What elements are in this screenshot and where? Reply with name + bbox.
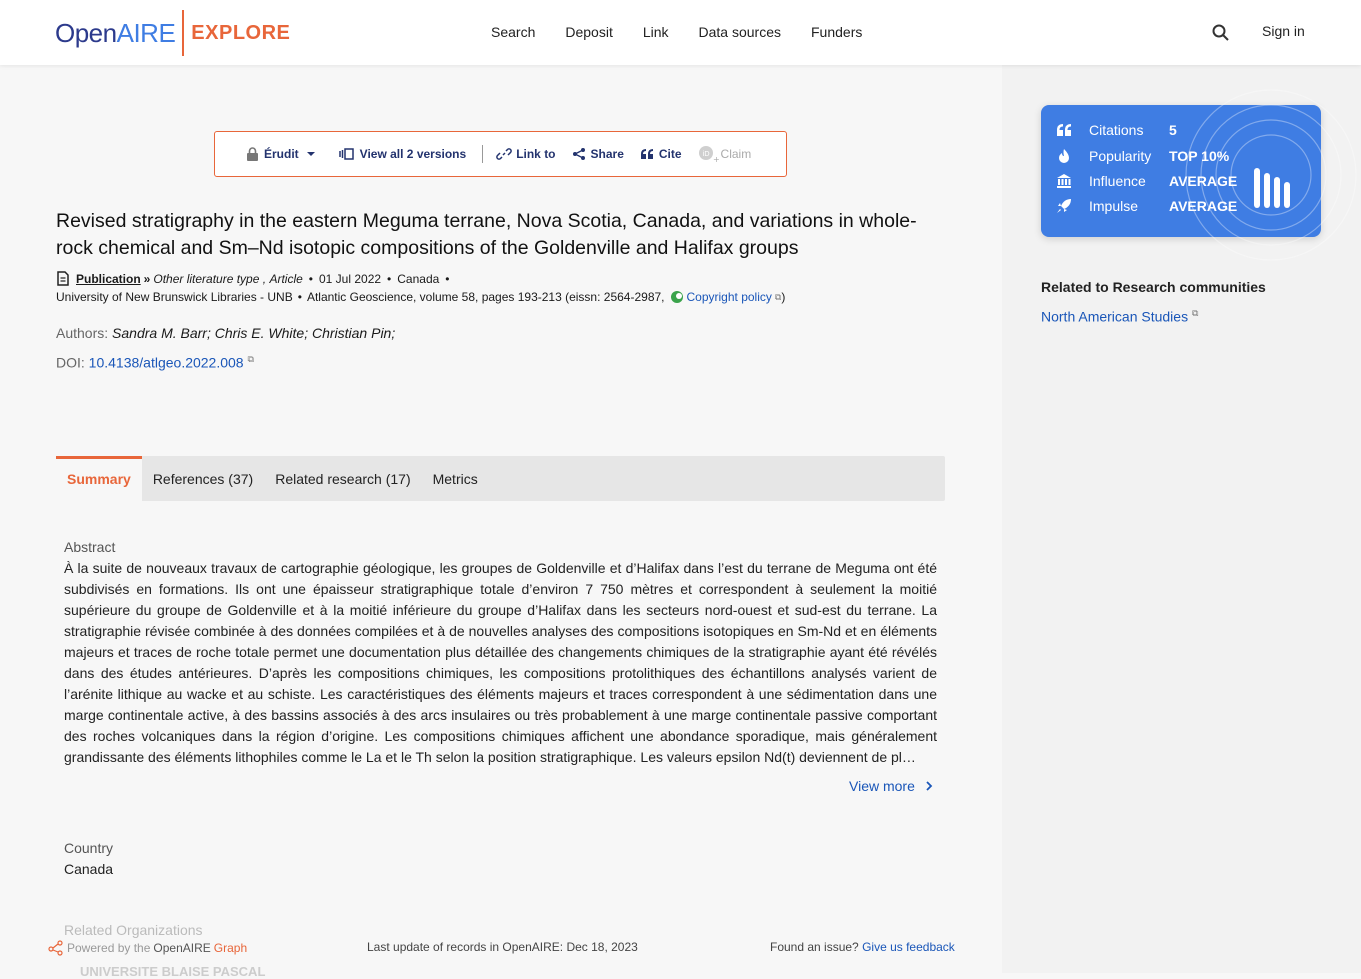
metric-row-influence — [1056, 173, 1238, 189]
related-communities-title: Related to Research communities — [1041, 279, 1266, 295]
logo-explore-text: EXPLORE — [191, 21, 291, 44]
country-value: Canada — [64, 861, 114, 877]
sherpa-romeo-icon — [669, 290, 685, 304]
journal-info: Atlantic Geoscience, volume 58, pages 193-213 (eissn: 2564-2987, — [306, 290, 665, 304]
publication-type-link[interactable]: Publication — [76, 271, 141, 286]
document-icon — [56, 271, 70, 286]
metric-value: 5 — [1169, 122, 1177, 138]
tab-related-research[interactable]: Related research (17) — [275, 471, 411, 487]
share-icon — [572, 147, 586, 161]
claim-button[interactable] — [698, 145, 752, 163]
metric-value: AVERAGE — [1169, 173, 1238, 189]
svg-text:+: + — [712, 155, 720, 164]
logo-divider — [182, 10, 184, 56]
main-content — [0, 65, 1002, 973]
doi-link[interactable]: 10.4138/atlgeo.2022.008 — [88, 354, 244, 371]
metric-row-citations — [1056, 122, 1177, 138]
top-header — [0, 0, 1361, 65]
search-icon[interactable] — [1211, 23, 1231, 43]
powered-by[interactable] — [48, 940, 247, 956]
tab-summary[interactable]: Summary — [56, 456, 142, 501]
feedback-line — [770, 940, 955, 954]
institution-icon — [1056, 173, 1072, 189]
metric-label: Impulse — [1089, 198, 1139, 214]
powered-org: OpenAIRE — [153, 941, 211, 955]
orcid-icon — [698, 145, 720, 164]
share-label: Share — [590, 147, 624, 161]
issue-text: Found an issue? — [770, 940, 859, 954]
action-separator — [482, 145, 483, 163]
metric-label: Citations — [1089, 122, 1144, 138]
bip-metrics-card[interactable] — [1041, 105, 1321, 237]
record-subtype-2: Article — [269, 271, 303, 286]
tab-references[interactable]: References (37) — [152, 471, 254, 487]
nav-search[interactable]: Search — [491, 24, 536, 40]
rocket-icon — [1056, 198, 1072, 214]
metric-row-popularity — [1056, 148, 1230, 164]
external-link-icon: ⧉ — [774, 291, 782, 302]
main-nav — [491, 24, 892, 40]
last-update-text: Last update of records in OpenAIRE: Dec 18, 2023 — [367, 940, 638, 954]
record-tabs — [56, 456, 945, 501]
record-country-meta: Canada — [397, 271, 440, 286]
share-button[interactable] — [572, 147, 624, 161]
logo-open-text: Open — [55, 17, 117, 48]
record-date: 01 Jul 2022 — [318, 271, 382, 286]
logo-aire-text: AIRE — [116, 17, 176, 48]
feedback-link[interactable]: Give us feedback — [862, 940, 955, 954]
quote-icon — [640, 148, 654, 160]
doi-line — [56, 354, 254, 371]
external-link-icon: ⧉ — [1191, 308, 1199, 318]
powered-graph: Graph — [213, 941, 248, 955]
related-community-label: North American Studies — [1041, 308, 1189, 325]
metrics-card-decoration — [1041, 105, 1321, 237]
publisher: University of New Brunswick Libraries - UNB — [56, 290, 293, 304]
abstract-text: À la suite de nouveaux travaux de cartographie géologique, les groupes de Goldenville et d’Halifax dans l’est du terrane de Meguma ont été subdivisés en formations. Ils ont une épaisseur stratigraphique totale d’environ 7 750 mètres et correspondent à seulement la moitié supérieure du groupe de Goldenville et à la moitié inférieure du groupe d’Halifax dans les secteurs nord-ouest et sud-est du terrane. La stratigraphie révisée combinée à des données compilées et à de nouvelles analyses des compositions isotopiques en Sm-Nd et en éléments majeurs et traces de roche totale permet une documentation plus détaillée des changements chimiques de la stratigraphie ayant été révélés dans des études antérieures. D’après les compositions chimiques, les compositions protolithiques des échantillons analysés varient de l’arénite lithique au wacke et au schiste. Les caractéristiques des éléments majeurs et traces correspondent à une sédimentation dans une marge continentale active, à des bassins associés à des arcs insulaires ou très probablement à une marge continentale passive comportant des roches volcaniques dans la région d’origine. Les compositions chimiques affichent une abondance sporadique, mais généralement grandissante des éléments lithophiles comme le La et le Th selon la position stratigraphique. Les valeurs epsilon Nd(t) deviennent de pl… — [64, 560, 937, 765]
authors-label: Authors: — [56, 325, 109, 341]
abstract-label: Abstract — [64, 539, 116, 555]
source-dropdown[interactable] — [246, 147, 323, 161]
versions-label: View all 2 versions — [359, 147, 467, 161]
sign-in-link[interactable]: Sign in — [1262, 23, 1305, 39]
view-more-button[interactable] — [849, 778, 937, 794]
fire-icon — [1056, 148, 1072, 164]
graph-icon — [48, 940, 64, 956]
openaire-explore-logo[interactable] — [55, 10, 290, 56]
double-chevron-icon: » — [143, 271, 151, 286]
nav-funders[interactable]: Funders — [811, 24, 863, 40]
metric-label: Influence — [1089, 173, 1146, 189]
metric-label: Popularity — [1089, 148, 1152, 164]
related-community-link[interactable] — [1041, 308, 1198, 325]
quote-icon — [1056, 123, 1072, 137]
metric-value: AVERAGE — [1169, 198, 1238, 214]
author-names[interactable]: Sandra M. Barr; Chris E. White; Christian Pin; — [112, 325, 396, 341]
nav-link[interactable]: Link — [642, 24, 669, 40]
external-link-icon: ⧉ — [247, 354, 254, 364]
view-more-label: View more — [849, 778, 915, 794]
record-action-bar — [214, 131, 787, 177]
doi-label: DOI: — [56, 354, 85, 371]
claim-label: Claim — [720, 147, 752, 161]
record-title: Revised stratigraphy in the eastern Meguma terrane, Nova Scotia, Canada, and variations in whole-rock chemical and Sm–Nd isotopic compositions of the Goldenville and Halifax groups — [56, 210, 917, 259]
powered-text: Powered by the — [67, 941, 151, 955]
record-subtype: Other literature type — [153, 271, 260, 286]
related-organizations-label: Related Organizations — [64, 922, 203, 938]
cite-button[interactable] — [640, 147, 682, 161]
metric-row-impulse — [1056, 198, 1238, 214]
view-versions-button[interactable] — [339, 147, 467, 161]
nav-deposit[interactable]: Deposit — [565, 24, 613, 40]
link-to-label: Link to — [516, 147, 556, 161]
tab-metrics[interactable]: Metrics — [432, 471, 478, 487]
country-label: Country — [64, 840, 114, 856]
link-icon — [497, 147, 511, 161]
versions-icon — [339, 147, 355, 161]
page-footer — [0, 932, 1002, 964]
svg-text:iD: iD — [701, 150, 710, 158]
source-label: Érudit — [264, 147, 299, 161]
metric-value: TOP 10% — [1169, 148, 1230, 164]
record-type-line: Publication » Other literature type , Article • 01 Jul 2022 • Canada • — [56, 271, 456, 286]
caret-down-icon — [304, 149, 318, 159]
cite-label: Cite — [658, 147, 682, 161]
copyright-policy-link[interactable]: Copyright policy — [686, 290, 772, 304]
nav-data-sources[interactable]: Data sources — [698, 24, 781, 40]
link-to-button[interactable] — [497, 147, 555, 161]
chevron-right-icon — [921, 779, 937, 793]
authors-line — [56, 325, 395, 341]
record-publisher-line: University of New Brunswick Libraries - UNB • Atlantic Geoscience, volume 58, pages 193-213 (eissn: 2564-2987, Copyright policy ⧉ ) — [56, 290, 786, 304]
lock-icon — [246, 147, 259, 161]
related-organization-item[interactable]: UNIVERSITE BLAISE PASCAL — [80, 964, 266, 979]
